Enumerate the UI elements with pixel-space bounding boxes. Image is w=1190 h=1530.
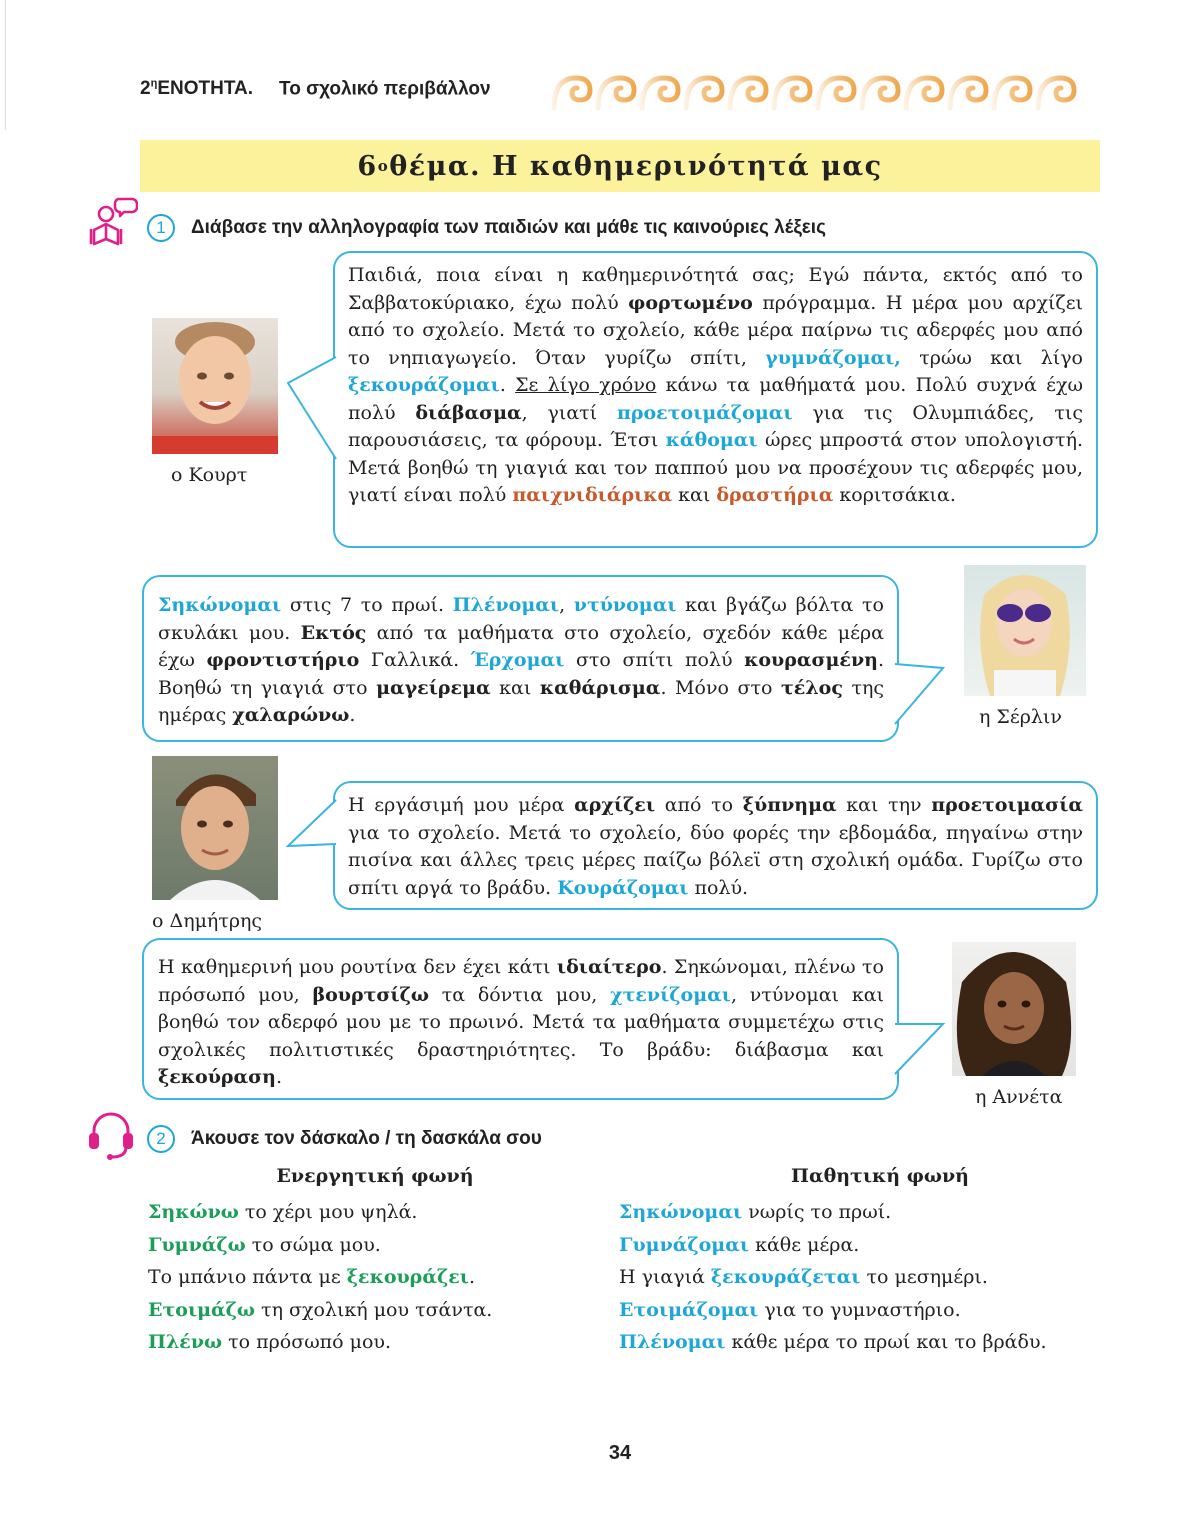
text-run: και την [836,794,932,816]
example-sentence [619,1294,1047,1327]
speech-tail-sherlin [893,662,947,732]
keyword: προετοιμασία [931,794,1084,816]
task-number-2: 2 [147,1125,175,1153]
text-run: . [349,704,356,726]
ornament-wave [554,78,590,108]
example-sentence [619,1196,1047,1229]
keyword: Πλένομαι [452,594,560,616]
text-run: κάθε μέρα το πρωί και το βράδυ. [725,1331,1047,1353]
page-number: 34 [608,1442,632,1464]
text-run: τρώω και λίγο [900,346,1083,369]
keyword: παιχνιδιάρικα [512,484,673,506]
letter-bubble-sherlin [142,575,899,742]
text-run: , γιατί [521,401,617,424]
caption-anneta: η Αννέτα [975,1086,1063,1108]
example-sentence [148,1294,492,1327]
keyword: Σηκώνω [148,1201,239,1223]
keyword: ξεκουράζομαι [348,374,500,396]
example-sentence [619,1229,1047,1262]
text-run: κάνω τα μαθήματά μου. Πολύ συχνά έχω πολύ [348,374,1083,424]
text-run: , ντύνομαι και βοηθώ τον αδερφό μου με το πρωινό. Μετά τα μαθήματα συμμετέχω στις σχολικές πολιτιστικές δραστηριότητες. Το βράδυ: διάβασμα και [158,983,884,1061]
text-run: τα δόντια μου, [428,983,611,1006]
text-run: . Μόνο στο [660,676,781,699]
keyword: τέλος [780,676,843,699]
keyword: Γυμνάζω [148,1233,246,1256]
text-run: . Σηκώνομαι, πλένω το πρόσωπό μου, [158,956,884,1006]
keyword: ξεκούραση [158,1066,276,1088]
keyword: ντύνομαι [573,594,677,616]
ornament-wave [774,78,810,108]
keyword: κουρασμένη [744,649,878,671]
ornament-wave [994,78,1030,108]
photo-kurt [152,318,278,454]
reading-child-icon [88,196,138,248]
text-run: νωρίς το πρωί. [742,1201,892,1223]
passive-voice-title: Παθητική φωνή [791,1165,969,1187]
text-run: της ημέρας [158,676,884,726]
ornament-wave [598,78,634,108]
text-run: και [490,676,540,699]
text-run: . Βοηθώ τη γιαγιά στο [158,649,885,699]
keyword: βουρτσίζω [312,983,429,1006]
keyword: φορτωμένο [628,291,753,314]
photo-sherlin [964,565,1086,696]
keyword: ξεκουράζει [346,1266,469,1288]
letter-bubble-dimitris [333,781,1098,910]
passive-voice-list [619,1196,1047,1359]
text-run: για το σχολείο. Μετά το σχολείο, δύο φορές την εβδομάδα, πηγαίνω στην πισίνα και άλλες τρεις μέρες παίζω βόλεϊ στη σχολική ομάδα. Γυρίζω στο σπίτι αργά το βράδυ. [348,821,1083,899]
letter-text-anneta [158,954,884,1092]
text-run: Η γιαγιά [619,1266,711,1288]
text-run: πρόγραμμα. Η μέρα μου αρχίζει από το σχολείο. Μετά το σχολείο, κάθε μέρα παίρνω τις αδερφές μου από το νηπιαγωγείο. Όταν γυρίζω σπίτι, [348,291,1083,369]
unit-label: $2^\eta ENOTHTA$. [140,78,254,100]
letter-text-dimitris [348,792,1083,902]
text-run: στο σπίτι πολύ [564,649,745,671]
text-run: τη σχολική μου τσάντα. [255,1298,493,1321]
letter-text-kurt [348,262,1083,510]
example-sentence [148,1229,492,1262]
active-voice-list [148,1196,492,1359]
ornament-wave [686,78,722,108]
keyword: Σε λίγο χρόνο [515,374,657,396]
keyword: γυμνάζομαι, [765,346,901,369]
keyword: χτενίζομαι [610,983,731,1006]
text-run: το σώμα μου. [245,1233,381,1256]
ornament-wave [818,78,854,108]
photo-dimitris [152,756,278,900]
ornament-wave [642,78,678,108]
text-run: κοριτσάκια. [833,484,956,506]
speech-tail-kurt [286,355,338,465]
keyword: κάθομαι [665,429,758,451]
text-run: Το μπάνιο πάντα με [148,1266,347,1288]
keyword: ξεκουράζεται [710,1266,861,1288]
keyword: Κουράζομαι [557,876,689,899]
unit-title: Το σχολικό περιβάλλον [279,78,491,100]
text-run: κάθε μέρα. [749,1233,860,1256]
text-run: και βγάζω βόλτα το σκυλάκι μου. [158,594,884,644]
page-edge-line [5,0,6,130]
photo-anneta [952,942,1076,1076]
task-number-1: 1 [147,214,175,242]
keyword: ξύπνημα [742,794,837,816]
text-run: . [499,374,516,396]
task-1-instruction: Διάβασε την αλληλογραφία των παιδιών και μάθε τις καινούριες λέξεις [191,217,826,238]
keyword: Έρχομαι [470,649,565,671]
keyword: Σηκώνομαι [619,1201,743,1223]
keyword: μαγείρεμα [376,676,491,699]
text-run: Η εργάσιμή μου μέρα [348,794,575,816]
speech-tail-anneta [893,1022,947,1092]
keyword: Πλένω [148,1331,223,1353]
greek-wave-ornament [548,70,1100,116]
text-run: ώρες μπροστά στον υπολογιστή. Μετά βοηθώ τη γιαγιά και τον παππού μου να προσέχουν τις αδερφές μου, γιατί είναι πολύ [348,429,1083,506]
example-sentence [148,1261,492,1294]
text-run: Γαλλικά. [359,649,471,671]
example-sentence [619,1261,1047,1294]
keyword: Ετοιμάζομαι [619,1298,759,1321]
text-run: από το [655,794,743,816]
keyword: ιδιαίτερο [556,956,662,978]
keyword: διάβασμα [415,401,522,424]
ornament-wave [730,78,766,108]
active-voice-title: Ενεργητική φωνή [276,1165,474,1187]
letter-text-sherlin [158,592,884,730]
text-run: στις 7 το πρωί. [281,594,453,616]
example-sentence [619,1326,1047,1359]
keyword: φροντιστήριο [206,649,360,671]
letter-bubble-kurt [333,251,1098,548]
text-run: Παιδιά, ποια είναι η καθημερινότητά σας; Εγώ πάντα, εκτός από το Σαββατοκύριακο, έχω πολύ [348,264,1083,314]
ornament-wave [1038,78,1074,108]
unit-header [140,78,491,100]
caption-kurt: ο Κουρτ [171,464,248,486]
text-run: για τις Ολυμπιάδες, τις παρουσιάσεις, τα φόρουμ. Έτσι [348,401,1084,451]
keyword: Πλένομαι [619,1331,726,1353]
text-run: από τα μαθήματα στο σχολείο, σχεδόν κάθε μέρα έχω [158,621,884,671]
headphones-icon [86,1109,136,1161]
keyword: Σηκώνομαι [158,594,282,616]
ornament-wave [906,78,942,108]
task-2-instruction: Άκουσε τον δάσκαλο / τη δασκάλα σου [191,1128,542,1149]
text-run: Η καθημερινή μου ρουτίνα δεν έχει κάτι [158,956,557,978]
text-run: . [275,1066,283,1088]
keyword: προετοιμάζομαι [616,401,793,424]
keyword: Ετοιμάζω [148,1298,256,1321]
caption-sherlin: η Σέρλιν [979,706,1062,728]
keyword: Γυμνάζομαι [619,1233,750,1256]
caption-dimitris: ο Δημήτρης [152,910,263,932]
keyword: Εκτός [300,621,367,644]
keyword: αρχίζει [574,794,656,816]
example-sentence [148,1326,492,1359]
text-run: , [559,594,574,616]
letter-bubble-anneta [142,938,899,1100]
task-1-heading [147,214,826,242]
text-run: πολύ. [688,876,749,899]
keyword: δραστήρια [716,484,834,506]
text-run: το μεσημέρι. [860,1266,988,1288]
ornament-wave [862,78,898,108]
ornament-wave [950,78,986,108]
lesson-title: 6 ο θέμα. Η καθημερινότητά μας [140,140,1100,192]
text-run: . [468,1266,475,1288]
text-run: και [672,484,717,506]
keyword: καθάρισμα [539,676,661,699]
task-2-heading [147,1125,542,1153]
text-run: το χέρι μου ψηλά. [238,1201,418,1223]
text-run: το πρόσωπό μου. [222,1331,392,1353]
keyword: χαλαρώνω [232,704,350,726]
text-run: για το γυμναστήριο. [758,1298,961,1321]
speech-tail-dimitris [286,798,338,878]
example-sentence [148,1196,492,1229]
